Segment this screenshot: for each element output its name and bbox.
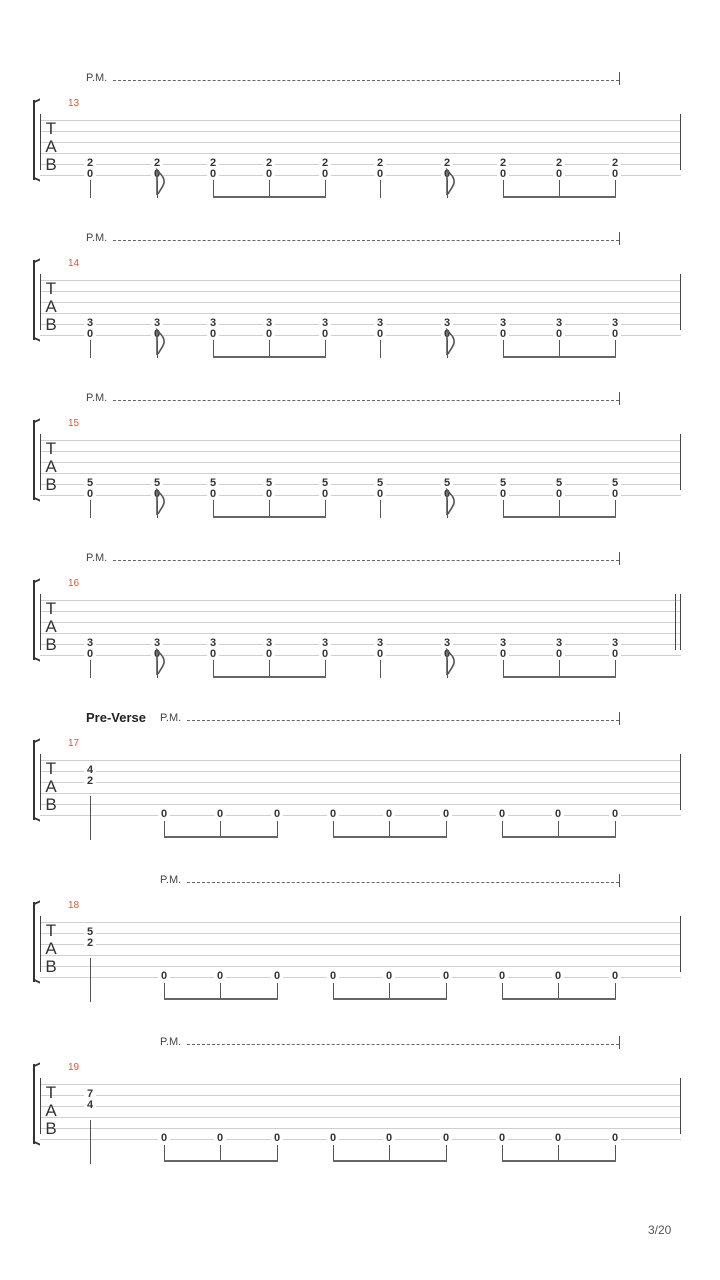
fret-number: 3 xyxy=(497,318,509,329)
fret-number: 3 xyxy=(263,638,275,649)
fret-number: 2 xyxy=(319,158,331,169)
fret-number: 3 xyxy=(151,638,163,649)
staff-bracket xyxy=(33,100,40,180)
tab-clef-letter: A xyxy=(45,939,57,958)
fret-number: 5 xyxy=(497,478,509,489)
palm-mute-label: P.M. xyxy=(160,874,182,886)
staff-line xyxy=(40,804,681,805)
note-beam xyxy=(164,1160,278,1162)
chord-stem xyxy=(90,958,91,1002)
fret-number: 0 xyxy=(263,649,275,660)
fret-number: 3 xyxy=(319,638,331,649)
fret-number: 3 xyxy=(374,318,386,329)
fret-number: 0 xyxy=(440,1133,452,1144)
fret-number: 5 xyxy=(374,478,386,489)
fret-number: 0 xyxy=(207,169,219,180)
palm-mute-label: P.M. xyxy=(86,232,108,244)
fret-number: 0 xyxy=(553,329,565,340)
fret-number: 0 xyxy=(609,1133,621,1144)
fret-number: 0 xyxy=(151,169,163,180)
staff-line xyxy=(40,142,681,143)
fret-number: 5 xyxy=(263,478,275,489)
palm-mute-extension-line xyxy=(113,80,619,81)
chord-fret-number: 4 xyxy=(84,1100,96,1111)
tab-clef-letter: T xyxy=(45,279,57,298)
fret-number: 0 xyxy=(374,169,386,180)
staff-line xyxy=(40,1139,681,1140)
staff-bracket xyxy=(33,902,40,982)
note-beam xyxy=(503,516,616,518)
fret-number: 0 xyxy=(609,971,621,982)
staff-bracket xyxy=(33,740,40,820)
staff-line xyxy=(40,815,681,816)
fret-number: 0 xyxy=(441,649,453,660)
section-label: Pre-Verse xyxy=(86,710,146,725)
fret-number: 0 xyxy=(271,1133,283,1144)
note-beam xyxy=(502,1160,616,1162)
fret-number: 0 xyxy=(158,971,170,982)
fret-number: 3 xyxy=(609,638,621,649)
note-beam xyxy=(503,676,616,678)
fret-number: 3 xyxy=(441,318,453,329)
staff-line xyxy=(40,462,681,463)
note-stem xyxy=(90,660,91,678)
fret-number: 3 xyxy=(441,638,453,649)
tab-clef-letter: A xyxy=(45,137,57,156)
palm-mute-end-mark xyxy=(619,232,620,245)
fret-number: 3 xyxy=(553,318,565,329)
tab-clef-letter: A xyxy=(45,457,57,476)
fret-number: 2 xyxy=(207,158,219,169)
fret-number: 0 xyxy=(84,169,96,180)
staff-line xyxy=(40,164,681,165)
note-stem xyxy=(90,340,91,358)
palm-mute-label: P.M. xyxy=(160,1036,182,1048)
end-barline xyxy=(680,594,681,650)
fret-number: 3 xyxy=(207,318,219,329)
fret-number: 0 xyxy=(151,489,163,500)
tab-clef-letter: A xyxy=(45,617,57,636)
end-barline xyxy=(680,114,681,170)
start-barline xyxy=(40,434,41,490)
eighth-note-flag xyxy=(156,168,168,196)
tab-clef-letter: B xyxy=(45,475,57,494)
fret-number: 3 xyxy=(553,638,565,649)
fret-number: 3 xyxy=(84,638,96,649)
staff-bracket xyxy=(33,1064,40,1144)
tab-clef-letter: B xyxy=(45,957,57,976)
fret-number: 2 xyxy=(263,158,275,169)
chord-fret-number: 7 xyxy=(84,1089,96,1100)
fret-number: 0 xyxy=(609,489,621,500)
fret-number: 0 xyxy=(609,169,621,180)
staff-line xyxy=(40,922,681,923)
staff-line xyxy=(40,313,681,314)
fret-number: 0 xyxy=(497,489,509,500)
fret-number: 0 xyxy=(609,809,621,820)
tab-clef-letter: B xyxy=(45,795,57,814)
fret-number: 2 xyxy=(497,158,509,169)
fret-number: 5 xyxy=(207,478,219,489)
start-barline xyxy=(40,754,41,810)
note-stem xyxy=(380,500,381,518)
chord-stem xyxy=(90,796,91,840)
note-beam xyxy=(503,196,616,198)
fret-number: 0 xyxy=(374,329,386,340)
chord-fret-number: 2 xyxy=(84,776,96,787)
fret-number: 3 xyxy=(263,318,275,329)
start-barline xyxy=(40,274,41,330)
fret-number: 2 xyxy=(441,158,453,169)
staff-line xyxy=(40,335,681,336)
staff-line xyxy=(40,966,681,967)
note-beam xyxy=(333,836,447,838)
staff-line xyxy=(40,977,681,978)
palm-mute-extension-line xyxy=(113,560,619,561)
fret-number: 0 xyxy=(158,1133,170,1144)
measure-number: 13 xyxy=(68,98,80,109)
measure-number: 18 xyxy=(68,900,80,911)
tab-system xyxy=(0,390,720,540)
fret-number: 0 xyxy=(84,649,96,660)
fret-number: 0 xyxy=(151,649,163,660)
note-stem xyxy=(90,500,91,518)
palm-mute-end-mark xyxy=(619,874,620,887)
tab-clef-letter: T xyxy=(45,1083,57,1102)
fret-number: 0 xyxy=(214,1133,226,1144)
note-beam xyxy=(333,998,447,1000)
fret-number: 2 xyxy=(374,158,386,169)
fret-number: 0 xyxy=(496,809,508,820)
palm-mute-end-mark xyxy=(619,72,620,85)
palm-mute-label: P.M. xyxy=(160,712,182,724)
fret-number: 0 xyxy=(327,809,339,820)
end-barline xyxy=(680,274,681,330)
fret-number: 2 xyxy=(609,158,621,169)
fret-number: 0 xyxy=(214,809,226,820)
fret-number: 0 xyxy=(319,329,331,340)
palm-mute-end-mark xyxy=(619,712,620,725)
note-beam xyxy=(213,516,326,518)
palm-mute-label: P.M. xyxy=(86,392,108,404)
start-barline xyxy=(40,1078,41,1134)
fret-number: 0 xyxy=(553,649,565,660)
fret-number: 0 xyxy=(263,329,275,340)
staff-line xyxy=(40,782,681,783)
measure-number: 14 xyxy=(68,258,80,269)
staff-bracket xyxy=(33,260,40,340)
note-beam xyxy=(502,836,616,838)
fret-number: 0 xyxy=(271,809,283,820)
staff-line xyxy=(40,633,681,634)
fret-number: 0 xyxy=(441,329,453,340)
tab-clef-letter: B xyxy=(45,635,57,654)
fret-number: 3 xyxy=(207,638,219,649)
staff-line xyxy=(40,280,681,281)
tab-clef-letter: A xyxy=(45,1101,57,1120)
fret-number: 2 xyxy=(553,158,565,169)
staff-line xyxy=(40,175,681,176)
palm-mute-label: P.M. xyxy=(86,72,108,84)
fret-number: 3 xyxy=(319,318,331,329)
staff-line xyxy=(40,1084,681,1085)
eighth-note-flag xyxy=(156,328,168,356)
start-barline xyxy=(40,594,41,650)
fret-number: 0 xyxy=(327,1133,339,1144)
fret-number: 0 xyxy=(497,329,509,340)
tab-clef-letter: B xyxy=(45,315,57,334)
fret-number: 5 xyxy=(609,478,621,489)
fret-number: 3 xyxy=(84,318,96,329)
eighth-note-flag xyxy=(446,328,458,356)
measure-number: 17 xyxy=(68,738,80,749)
start-barline xyxy=(40,916,41,972)
staff-line xyxy=(40,440,681,441)
tab-clef-letter: T xyxy=(45,599,57,618)
note-beam xyxy=(333,1160,447,1162)
tab-system xyxy=(0,872,720,1022)
fret-number: 0 xyxy=(441,169,453,180)
tab-clef-letter: T xyxy=(45,119,57,138)
palm-mute-end-mark xyxy=(619,1036,620,1049)
staff-line xyxy=(40,153,681,154)
fret-number: 0 xyxy=(214,971,226,982)
fret-number: 3 xyxy=(497,638,509,649)
fret-number: 0 xyxy=(151,329,163,340)
fret-number: 0 xyxy=(552,809,564,820)
page-number: 3/20 xyxy=(648,1223,672,1237)
palm-mute-extension-line xyxy=(113,400,619,401)
staff-line xyxy=(40,1128,681,1129)
palm-mute-extension-line xyxy=(187,1044,619,1045)
tab-clef-letter: T xyxy=(45,921,57,940)
note-beam xyxy=(502,998,616,1000)
staff-line xyxy=(40,131,681,132)
staff-bracket xyxy=(33,580,40,660)
note-beam xyxy=(213,196,326,198)
end-barline xyxy=(680,916,681,972)
staff-line xyxy=(40,944,681,945)
note-beam xyxy=(503,356,616,358)
fret-number: 0 xyxy=(553,169,565,180)
fret-number: 2 xyxy=(84,158,96,169)
eighth-note-flag xyxy=(446,168,458,196)
tab-system xyxy=(0,70,720,220)
note-beam xyxy=(213,676,326,678)
eighth-note-flag xyxy=(446,488,458,516)
staff-line xyxy=(40,120,681,121)
fret-number: 0 xyxy=(383,1133,395,1144)
staff-line xyxy=(40,451,681,452)
staff-line xyxy=(40,324,681,325)
note-stem xyxy=(380,340,381,358)
note-beam xyxy=(164,998,278,1000)
fret-number: 0 xyxy=(374,489,386,500)
staff-line xyxy=(40,291,681,292)
palm-mute-extension-line xyxy=(187,882,619,883)
palm-mute-end-mark xyxy=(619,392,620,405)
staff-line xyxy=(40,1095,681,1096)
end-barline xyxy=(680,1078,681,1134)
staff-line xyxy=(40,1106,681,1107)
tab-clef-letter: T xyxy=(45,759,57,778)
fret-number: 3 xyxy=(151,318,163,329)
staff-line xyxy=(40,600,681,601)
tab-clef-letter: T xyxy=(45,439,57,458)
staff-line xyxy=(40,611,681,612)
fret-number: 0 xyxy=(609,649,621,660)
measure-number: 16 xyxy=(68,578,80,589)
palm-mute-extension-line xyxy=(113,240,619,241)
tab-clef-letter: B xyxy=(45,155,57,174)
fret-number: 5 xyxy=(151,478,163,489)
staff-line xyxy=(40,793,681,794)
palm-mute-label: P.M. xyxy=(86,552,108,564)
fret-number: 0 xyxy=(271,971,283,982)
fret-number: 3 xyxy=(609,318,621,329)
fret-number: 2 xyxy=(151,158,163,169)
fret-number: 0 xyxy=(383,809,395,820)
chord-stem xyxy=(90,1120,91,1164)
staff-line xyxy=(40,771,681,772)
end-barline xyxy=(680,434,681,490)
double-barline xyxy=(675,594,676,650)
palm-mute-end-mark xyxy=(619,552,620,565)
chord-fret-number: 4 xyxy=(84,765,96,776)
fret-number: 0 xyxy=(609,329,621,340)
staff-line xyxy=(40,495,681,496)
fret-number: 0 xyxy=(263,489,275,500)
fret-number: 0 xyxy=(374,649,386,660)
fret-number: 0 xyxy=(496,971,508,982)
staff-line xyxy=(40,760,681,761)
fret-number: 0 xyxy=(497,169,509,180)
fret-number: 0 xyxy=(383,971,395,982)
tab-system xyxy=(0,1034,720,1184)
fret-number: 0 xyxy=(319,489,331,500)
chord-fret-number: 2 xyxy=(84,938,96,949)
fret-number: 3 xyxy=(374,638,386,649)
tab-clef-letter: A xyxy=(45,777,57,796)
tab-clef-letter: B xyxy=(45,1119,57,1138)
fret-number: 5 xyxy=(441,478,453,489)
staff-line xyxy=(40,933,681,934)
note-stem xyxy=(90,180,91,198)
staff-line xyxy=(40,955,681,956)
tab-system xyxy=(0,230,720,380)
end-barline xyxy=(680,754,681,810)
measure-number: 15 xyxy=(68,418,80,429)
chord-fret-number: 5 xyxy=(84,927,96,938)
tab-system xyxy=(0,550,720,700)
fret-number: 0 xyxy=(158,809,170,820)
staff-line xyxy=(40,473,681,474)
staff-line xyxy=(40,622,681,623)
eighth-note-flag xyxy=(156,648,168,676)
start-barline xyxy=(40,114,41,170)
fret-number: 5 xyxy=(84,478,96,489)
note-stem xyxy=(380,180,381,198)
fret-number: 0 xyxy=(207,329,219,340)
note-beam xyxy=(213,356,326,358)
eighth-note-flag xyxy=(446,648,458,676)
fret-number: 0 xyxy=(207,649,219,660)
note-beam xyxy=(164,836,278,838)
fret-number: 0 xyxy=(440,971,452,982)
fret-number: 0 xyxy=(441,489,453,500)
fret-number: 0 xyxy=(327,971,339,982)
staff-line xyxy=(40,302,681,303)
fret-number: 0 xyxy=(84,489,96,500)
fret-number: 0 xyxy=(496,1133,508,1144)
fret-number: 5 xyxy=(319,478,331,489)
palm-mute-extension-line xyxy=(187,720,619,721)
note-stem xyxy=(380,660,381,678)
tab-clef-letter: A xyxy=(45,297,57,316)
fret-number: 0 xyxy=(497,649,509,660)
tab-system xyxy=(0,710,720,860)
fret-number: 5 xyxy=(553,478,565,489)
staff-line xyxy=(40,1117,681,1118)
eighth-note-flag xyxy=(156,488,168,516)
fret-number: 0 xyxy=(84,329,96,340)
fret-number: 0 xyxy=(552,1133,564,1144)
fret-number: 0 xyxy=(553,489,565,500)
fret-number: 0 xyxy=(440,809,452,820)
fret-number: 0 xyxy=(319,649,331,660)
staff-line xyxy=(40,484,681,485)
measure-number: 19 xyxy=(68,1062,80,1073)
fret-number: 0 xyxy=(319,169,331,180)
staff-line xyxy=(40,644,681,645)
staff-bracket xyxy=(33,420,40,500)
fret-number: 0 xyxy=(552,971,564,982)
fret-number: 0 xyxy=(207,489,219,500)
staff-line xyxy=(40,655,681,656)
fret-number: 0 xyxy=(263,169,275,180)
